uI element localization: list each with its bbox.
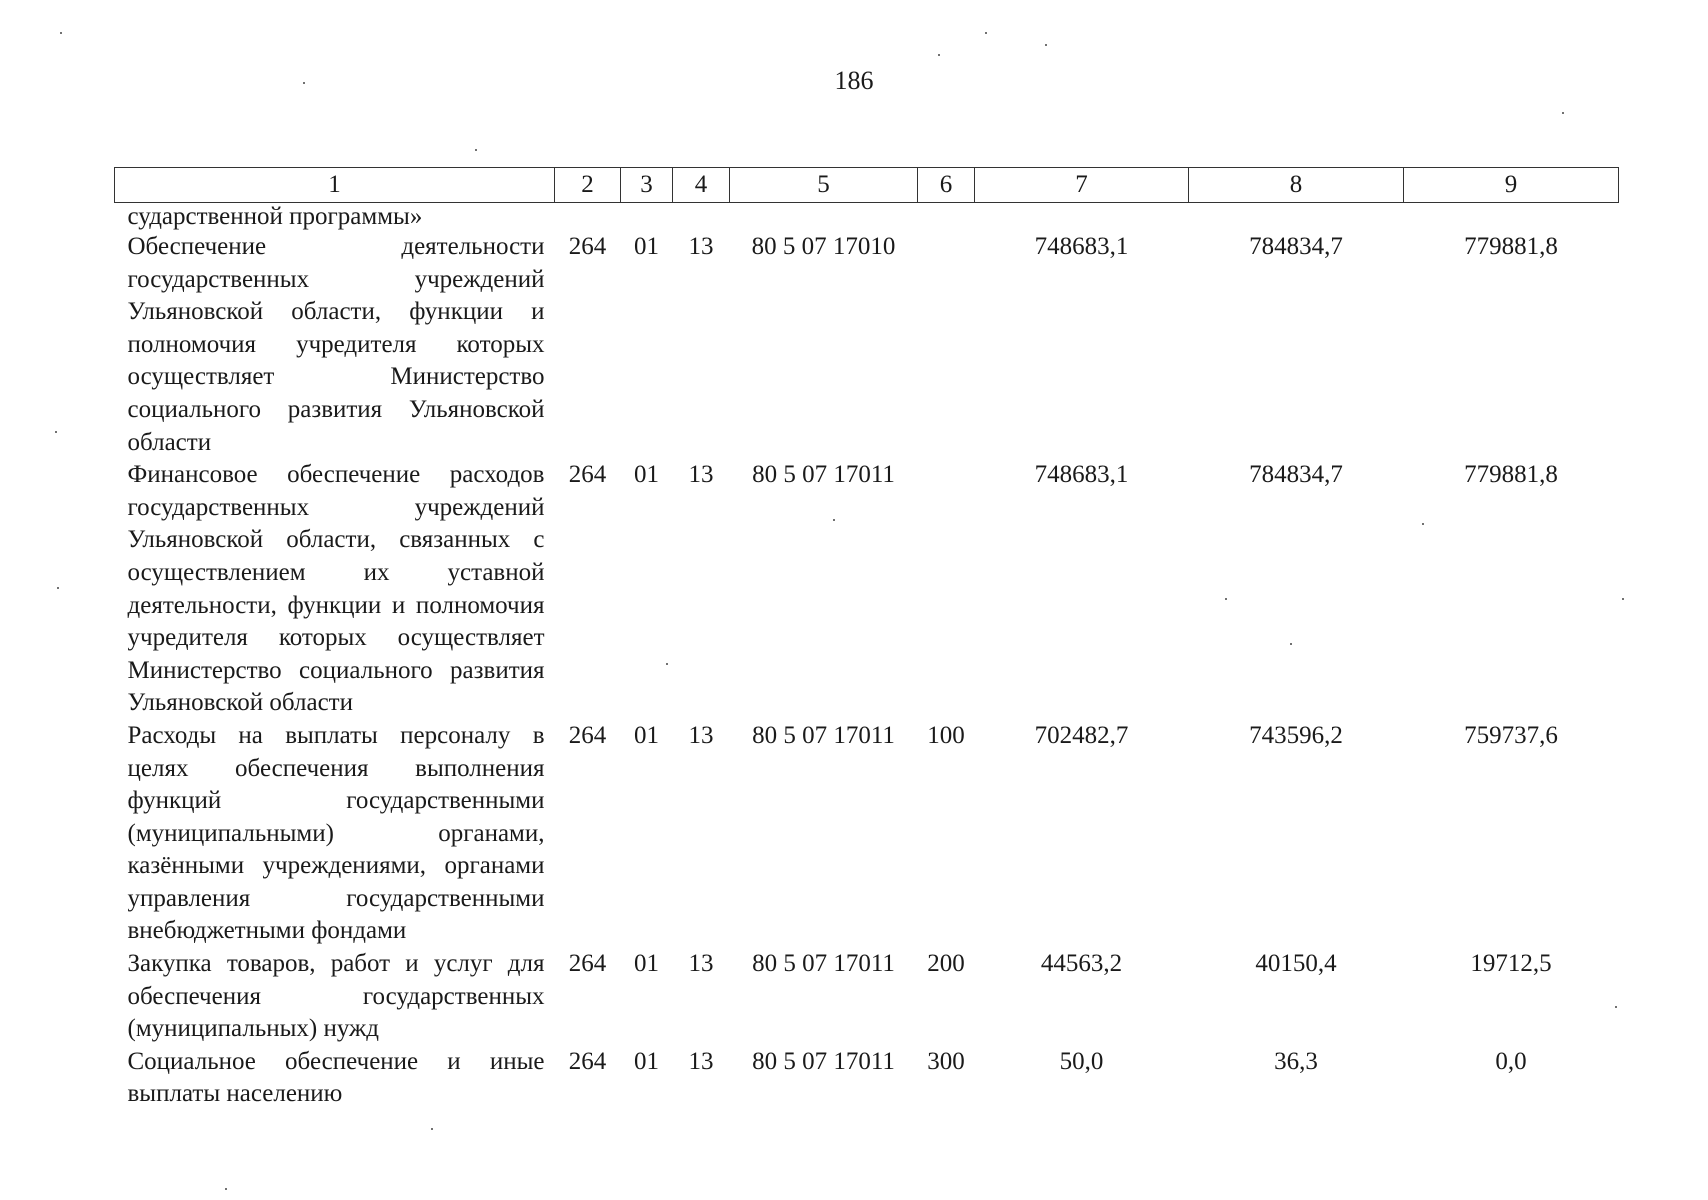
header-col-3: 3 (621, 168, 673, 203)
row-target-code: 80 5 07 17011 (752, 721, 895, 749)
header-row (115, 168, 1619, 203)
scan-speck (1422, 523, 1424, 525)
row-target-code: 80 5 07 17011 (752, 1047, 895, 1075)
row-target-code: 80 5 07 17011 (752, 461, 895, 489)
row-name: Социальное обеспечение и иные выплаты населению (127, 1047, 545, 1108)
row-section-code: 01 (634, 721, 659, 749)
scan-speck (833, 519, 835, 521)
row-amount-col8: 36,3 (1274, 1047, 1318, 1075)
scan-speck (475, 149, 477, 151)
row-name: Расходы на выплаты персоналу в целях обеспечения выполнения функций государственными (муниципальными) органами, казёнными учреждениями, органами управления государственными внебюджетными фондами (127, 721, 545, 945)
row-expense-type: 200 (927, 950, 965, 978)
row-expense-type (918, 459, 975, 720)
row-amount-col8: 40150,4 (1255, 950, 1337, 978)
row-admin-code: 264 (568, 461, 607, 489)
continuation-text: сударственной программы» (127, 203, 423, 230)
row-admin-code: 264 (568, 950, 607, 978)
row-section-code: 01 (634, 233, 659, 260)
row-name: Финансовое обеспечение расходов государственных учреждений Ульяновской области, связанных с осуществлением их уставной деятельности, функции и полномочия учредителя которых осуществляет Министерство социального развития Ульяновской области (127, 461, 545, 717)
row-section-code: 01 (634, 950, 659, 978)
table-row (115, 948, 1619, 1046)
header-col-6: 6 (918, 168, 975, 203)
row-amount-col9: 759737,6 (1464, 721, 1558, 749)
row-amount-col9: 779881,8 (1464, 461, 1558, 489)
row-admin-code: 264 (568, 1047, 607, 1075)
row-amount-col8: 784834,7 (1249, 233, 1343, 260)
scan-speck (985, 32, 987, 34)
header-col-1: 1 (115, 168, 555, 203)
header-col-7: 7 (975, 168, 1189, 203)
row-amount-col8: 784834,7 (1249, 461, 1343, 489)
row-amount-col7: 702482,7 (1034, 721, 1129, 749)
table-row (115, 459, 1619, 720)
row-name: Обеспечение деятельности государственных учреждений Ульяновской области, функции и полномочия учредителя которых осуществляет Министерство социального развития Ульяновской области (127, 233, 545, 456)
row-target-code: 80 5 07 17011 (752, 950, 895, 978)
row-admin-code: 264 (568, 721, 607, 749)
scan-speck (225, 1188, 227, 1190)
scan-speck (57, 587, 59, 589)
row-subsection-code: 13 (688, 721, 714, 749)
row-subsection-code: 13 (688, 233, 714, 260)
row-subsection-code: 13 (688, 461, 714, 489)
row-name: Закупка товаров, работ и услуг для обеспечения государственных (муниципальных) нужд (127, 950, 545, 1043)
header-col-2: 2 (555, 168, 621, 203)
page-number: 186 (834, 66, 874, 95)
scan-speck (1290, 643, 1292, 645)
header-col-9: 9 (1404, 168, 1619, 203)
scan-speck (55, 431, 57, 433)
header-col-4: 4 (673, 168, 730, 203)
row-amount-col9: 19712,5 (1470, 950, 1552, 978)
header-col-8: 8 (1189, 168, 1404, 203)
row-target-code: 80 5 07 17010 (751, 233, 896, 260)
row-amount-col7: 748683,1 (1034, 461, 1129, 489)
row-expense-type (918, 231, 975, 459)
scan-speck (1225, 598, 1227, 600)
row-subsection-code: 13 (688, 1047, 714, 1075)
scan-speck (1045, 44, 1047, 46)
scan-speck (60, 32, 62, 34)
row-section-code: 01 (634, 1047, 659, 1075)
row-expense-type: 100 (927, 721, 965, 749)
table-row (115, 720, 1619, 948)
header-col-5: 5 (730, 168, 918, 203)
row-amount-col7: 44563,2 (1040, 950, 1123, 978)
scan-speck (431, 1128, 433, 1130)
row-amount-col7: 748683,1 (1034, 233, 1129, 260)
row-section-code: 01 (634, 461, 659, 489)
scan-speck (1622, 598, 1624, 600)
row-admin-code: 264 (568, 233, 607, 260)
table-row (115, 231, 1619, 459)
scan-speck (938, 54, 940, 56)
budget-table (114, 167, 1619, 1111)
scan-speck (666, 663, 668, 665)
row-amount-col9: 0,0 (1495, 1047, 1527, 1075)
table-row (115, 1046, 1619, 1111)
row-amount-col7: 50,0 (1059, 1047, 1104, 1075)
row-subsection-code: 13 (688, 950, 714, 978)
row-amount-col8: 743596,2 (1249, 721, 1343, 749)
scan-speck (303, 82, 305, 84)
continuation-row (115, 203, 1619, 232)
scan-speck (1615, 1006, 1617, 1008)
row-expense-type: 300 (927, 1047, 965, 1075)
scan-speck (1562, 112, 1564, 114)
row-amount-col9: 779881,8 (1464, 233, 1558, 260)
